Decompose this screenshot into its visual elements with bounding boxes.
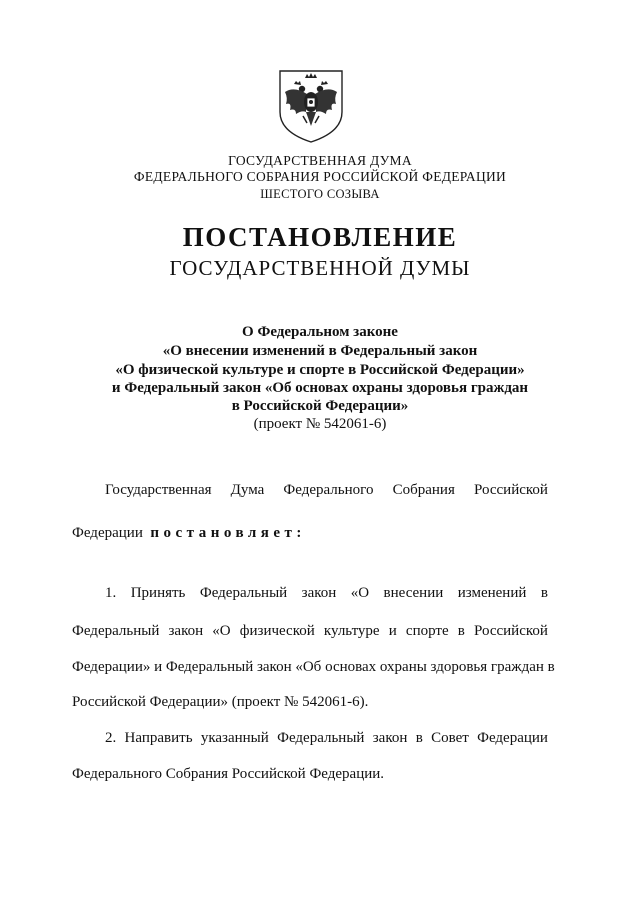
word: закон: [372, 730, 408, 746]
subject-line-3: «О физической культуре и спорте в Российской Федерации»: [115, 362, 525, 378]
word: в: [540, 585, 548, 601]
word: внесении: [383, 585, 444, 601]
item1-line-2: [72, 623, 548, 640]
item1-line-3: Федерации» и Федеральный закон «Об основах охраны здоровья граждан в: [72, 659, 555, 675]
word: в: [457, 623, 465, 639]
preamble-line-2: [72, 525, 306, 542]
item2-line-1: [105, 730, 548, 747]
word: физической: [239, 623, 315, 639]
word: закон: [168, 623, 204, 639]
word: Направить: [124, 730, 193, 746]
word: Федеральный: [199, 585, 288, 601]
word: и: [388, 623, 397, 639]
preamble-line-1: [105, 482, 548, 499]
word: Российской: [473, 623, 548, 639]
word: Федерального: [283, 482, 374, 498]
word: 2.: [105, 730, 117, 746]
word: указанный: [200, 730, 269, 746]
word: Государственная: [105, 482, 212, 498]
subject-line-5: в Российской Федерации»: [231, 398, 409, 414]
subject-line-4: и Федеральный закон «Об основах охраны здоровья граждан: [111, 380, 529, 396]
word: Федеральный: [277, 730, 365, 746]
document-title: ПОСТАНОВЛЕНИЕ: [182, 222, 458, 252]
word: 1.: [105, 585, 117, 601]
word: «О: [212, 623, 231, 639]
coat-of-arms-emblem: [276, 68, 346, 144]
word: Совет: [431, 730, 469, 746]
word: в: [415, 730, 423, 746]
duma-name-line: ГОСУДАРСТВЕННАЯ ДУМА: [228, 153, 412, 168]
word: Федеральный: [72, 623, 160, 639]
word: Российской: [474, 482, 548, 498]
word: Собрания: [392, 482, 455, 498]
federal-assembly-line: ФЕДЕРАЛЬНОГО СОБРАНИЯ РОССИЙСКОЙ ФЕДЕРАЦИИ: [133, 169, 507, 184]
subject-line-1: О Федеральном законе: [242, 324, 398, 340]
word: культуре: [323, 623, 380, 639]
decree-word: постановляет:: [150, 525, 306, 541]
subject-line-2: «О внесении изменений в Федеральный закон: [162, 343, 478, 359]
word: Федерации: [72, 525, 143, 541]
item1-line-4: Российской Федерации» (проект № 542061-6).: [72, 694, 369, 710]
convocation-line: ШЕСТОГО СОЗЫВА: [260, 187, 380, 201]
item2-line-2: Федерального Собрания Российской Федерации.: [72, 766, 385, 782]
word: Дума: [230, 482, 265, 498]
word: спорте: [405, 623, 449, 639]
item1-line-1: [105, 585, 548, 602]
word: закон: [301, 585, 337, 601]
word: изменений: [457, 585, 527, 601]
word: «О: [350, 585, 370, 601]
document-subtitle: ГОСУДАРСТВЕННОЙ ДУМЫ: [169, 256, 471, 280]
word: Федерации: [477, 730, 548, 746]
project-number: (проект № 542061-6): [253, 416, 387, 432]
word: Принять: [130, 585, 186, 601]
